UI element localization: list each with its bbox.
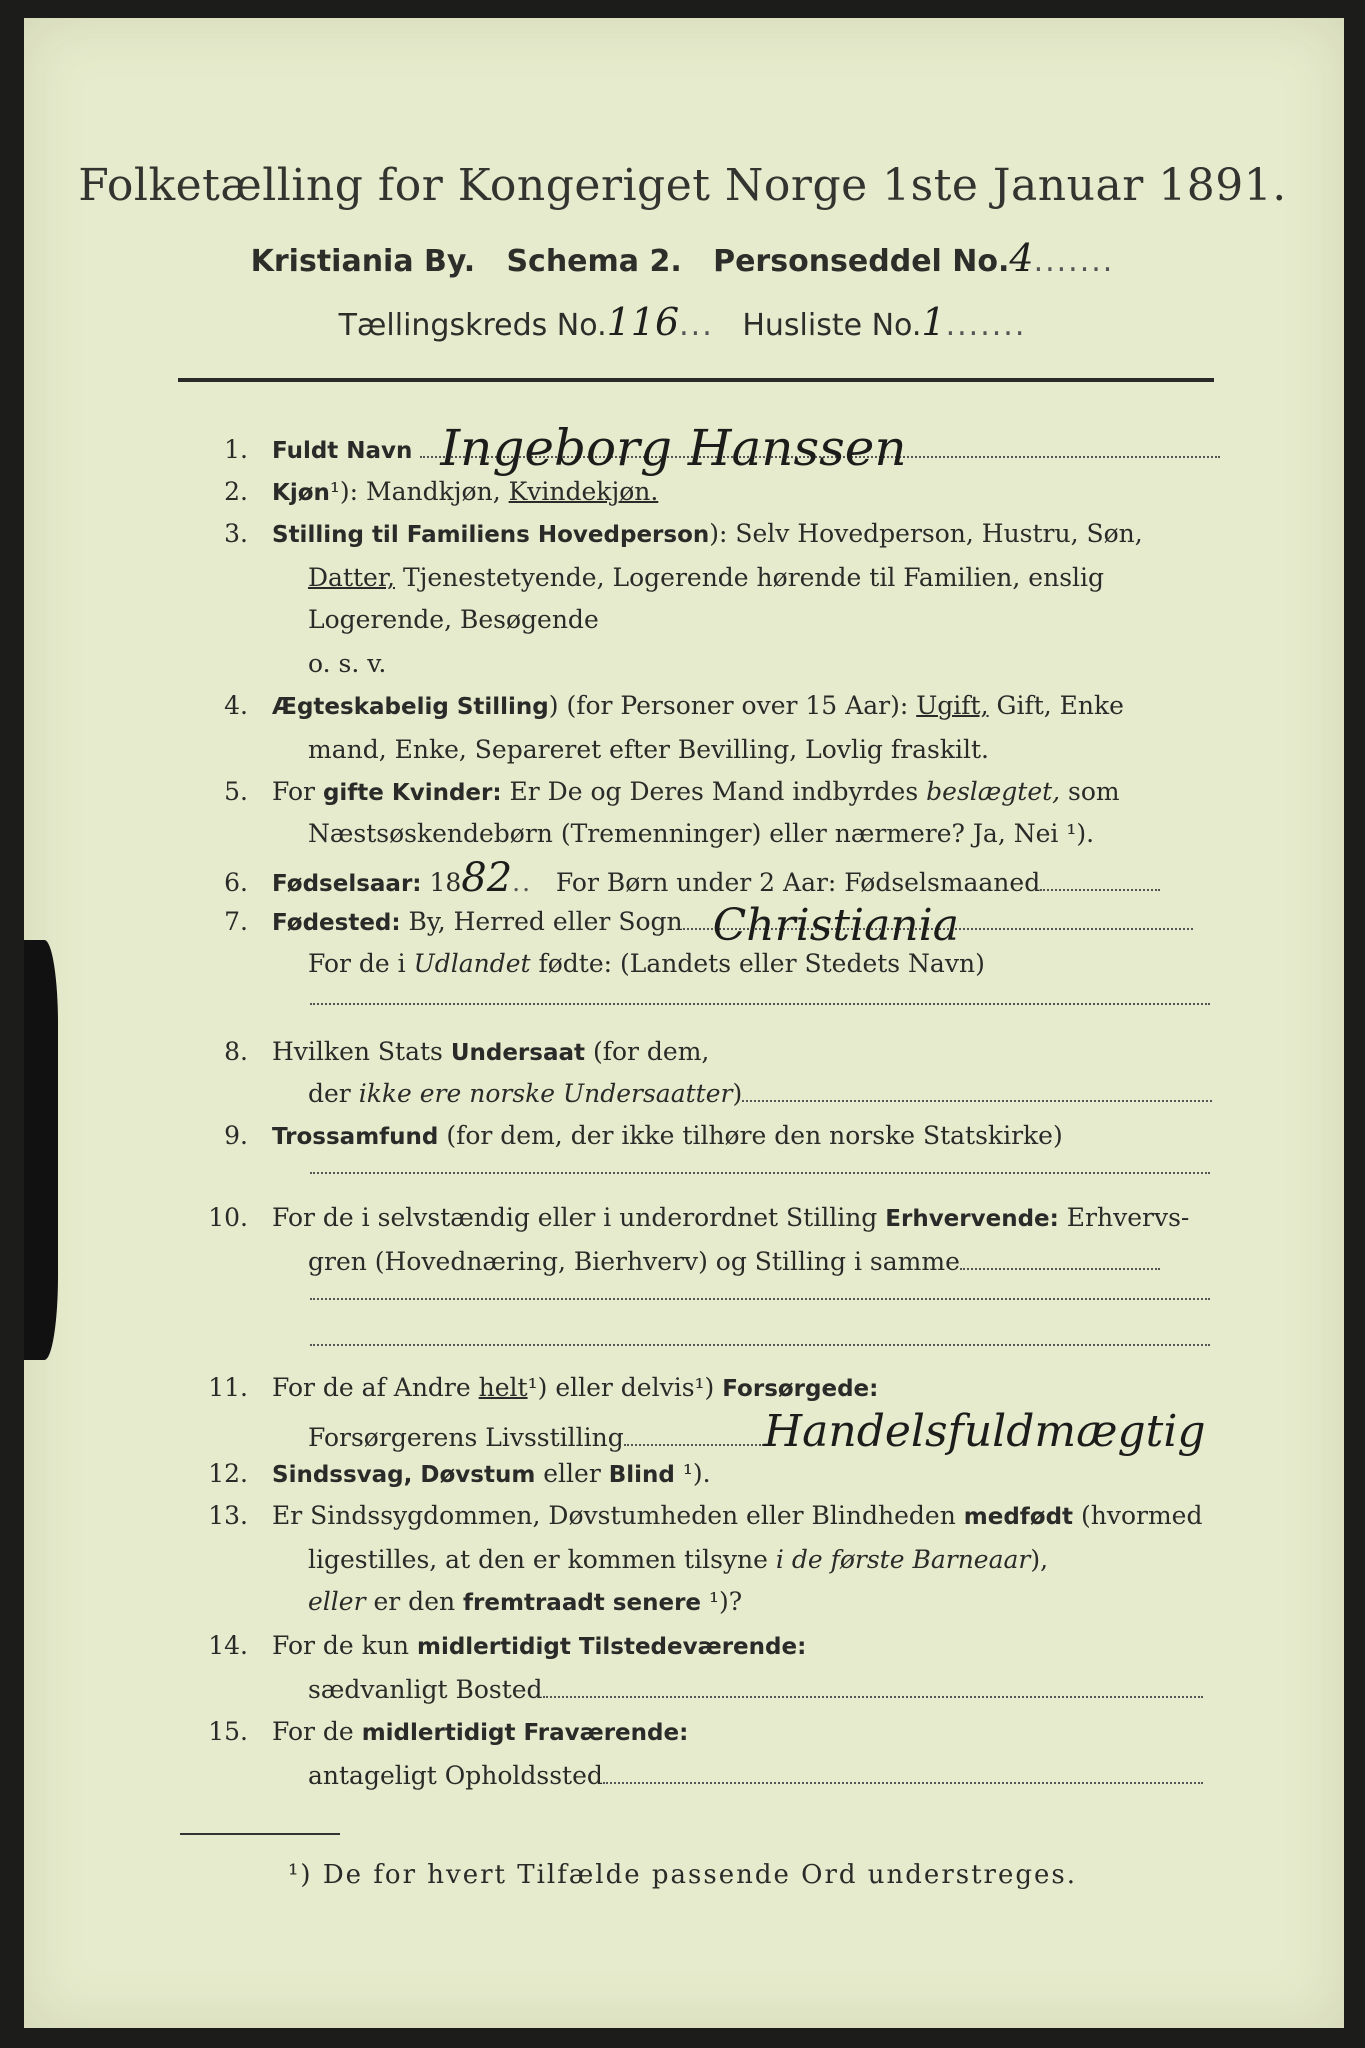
question-4	[178, 684, 1218, 729]
question-14-cont	[178, 1668, 1348, 1712]
question-3-cont2	[178, 598, 1348, 642]
q15-text: For de	[272, 1717, 362, 1746]
question-7-cont	[178, 942, 1348, 986]
q8-text-c: der	[308, 1079, 359, 1108]
q10-text: For de i selvstændig eller i underordnet Stilling	[272, 1203, 886, 1232]
taellingskreds-label: Tællingskreds No.	[338, 308, 607, 343]
q4-text-c: mand, Enke, Separeret efter Bevilling, Lovlig fraskilt.	[308, 735, 989, 764]
q15-field	[603, 1782, 1203, 1784]
question-13-cont	[178, 1538, 1348, 1582]
question-6	[178, 856, 1218, 906]
q4-text: ) (for Personer over 15 Aar):	[548, 691, 917, 720]
q6-answer: 82	[461, 855, 513, 901]
form-header-line2	[0, 236, 1365, 280]
q6-field	[1040, 889, 1160, 891]
personseddel-value: 4	[1009, 236, 1034, 280]
q15-label: midlertidigt Fraværende:	[361, 1720, 689, 1746]
dotted-fill: .......	[945, 308, 1027, 343]
question-7	[178, 900, 1218, 951]
q5-number: 5.	[224, 777, 248, 806]
q8-label: Undersaat	[450, 1040, 585, 1066]
q3-text: ): Selv Hovedperson, Hustru, Søn,	[709, 519, 1143, 548]
q13-text-e: er den	[365, 1587, 464, 1616]
q1-number: 1.	[224, 435, 248, 464]
q11-text: For de af Andre	[272, 1373, 479, 1402]
binding-shadow	[24, 940, 58, 1360]
q12-number: 12.	[208, 1459, 248, 1488]
q6-text: For Børn under 2 Aar: Fødselsmaaned	[555, 868, 1041, 897]
question-15-cont	[178, 1754, 1348, 1798]
question-9	[178, 1114, 1218, 1159]
question-8-cont	[178, 1072, 1348, 1116]
q10-text-b: Erhvervs-	[1058, 1203, 1190, 1232]
form-header-line3	[0, 300, 1365, 344]
q8-text-d: )	[732, 1079, 743, 1108]
q5-italic: beslægtet,	[926, 777, 1061, 806]
dotted-fill: ...	[679, 308, 714, 343]
q7-answer: Christiania	[712, 900, 959, 951]
q13-label2: fremtraadt senere	[463, 1590, 702, 1616]
q1-answer-field	[420, 419, 1220, 477]
question-12	[178, 1452, 1218, 1497]
q5-text-d: Næstsøskendebørn (Tremenninger) eller nærmere? Ja, Nei ¹).	[308, 819, 1095, 848]
question-13	[178, 1494, 1218, 1539]
q2-selected: Kvindekjøn.	[508, 477, 659, 506]
q13-text-d: ),	[1030, 1545, 1049, 1574]
q11-label: Forsørgede:	[722, 1376, 879, 1402]
question-3	[178, 512, 1218, 557]
dotted-fill: ..	[512, 868, 533, 897]
q7-italic: Udlandet	[413, 949, 531, 978]
q12-text: eller	[535, 1459, 609, 1488]
question-11	[178, 1366, 1218, 1411]
q10-label: Erhvervende:	[885, 1206, 1059, 1232]
q7-text-b: For de i	[308, 949, 414, 978]
q9-label: Trossamfund	[272, 1124, 439, 1150]
dotted-line	[310, 1003, 1210, 1005]
dotted-line	[310, 1344, 1210, 1346]
q14-text-b: sædvanligt Bosted	[308, 1675, 543, 1704]
dotted-line	[310, 1172, 1210, 1174]
q11-number: 11.	[208, 1373, 248, 1402]
q5-text-b: Er De og Deres Mand indbyrdes	[501, 777, 927, 806]
question-1	[178, 419, 1218, 477]
q12-label2: Blind	[608, 1462, 675, 1488]
q7-text: By, Herred eller Sogn	[400, 907, 683, 936]
q13-text-c: ligestilles, at den er kommen tilsyne	[308, 1545, 776, 1574]
q13-text-b: (hvormed	[1073, 1501, 1203, 1530]
q5-text: For	[272, 777, 323, 806]
question-5-cont	[178, 812, 1348, 856]
q4-selected: Ugift,	[916, 691, 989, 720]
q8-italic: ikke ere norske Undersaatter	[358, 1079, 733, 1108]
q13-italic: i de første Barneaar	[775, 1545, 1031, 1574]
form-title: Folketælling for Kongeriget Norge 1ste Januar 1891.	[78, 160, 1287, 211]
q2-label: Kjøn	[272, 480, 330, 506]
question-10	[178, 1196, 1218, 1241]
q11-selected: helt	[478, 1373, 528, 1402]
q3-text-d: o. s. v.	[308, 649, 387, 678]
q12-text-b: ¹).	[674, 1459, 711, 1488]
q9-text: (for dem, der ikke tilhøre den norske Statskirke)	[438, 1121, 1063, 1150]
q3-selected: Datter,	[308, 563, 395, 592]
q1-answer: Ingeborg Hanssen	[440, 419, 907, 477]
q3-number: 3.	[224, 519, 248, 548]
taellingskreds-value: 116	[606, 300, 680, 344]
question-5	[178, 770, 1218, 815]
q7-label: Fødested:	[272, 910, 401, 936]
q3-text-b: Tjenestetyende, Logerende hørende til Familien, enslig	[395, 563, 1105, 592]
question-2	[178, 470, 1218, 515]
q6-label: Fødselsaar:	[272, 871, 422, 897]
q8-text: Hvilken Stats	[272, 1037, 451, 1066]
q14-text: For de kun	[272, 1631, 417, 1660]
question-10-cont	[178, 1240, 1348, 1284]
footnote: ¹) De for hvert Tilfælde passende Ord understreges.	[287, 1860, 1077, 1890]
q13-number: 13.	[208, 1501, 248, 1530]
husliste-value: 1	[921, 300, 946, 344]
question-8	[178, 1030, 1218, 1075]
q10-number: 10.	[208, 1203, 248, 1232]
husliste-label: Husliste No.	[742, 308, 922, 343]
header-rule	[178, 378, 1214, 382]
q4-label: Ægteskabelig Stilling	[272, 694, 549, 720]
q8-number: 8.	[224, 1037, 248, 1066]
q5-label: gifte Kvinder:	[322, 780, 502, 806]
footnote-rule	[180, 1833, 340, 1835]
q2-text: ): Mandkjøn,	[339, 477, 509, 506]
dotted-line	[310, 1298, 1210, 1300]
q7-answer-field	[683, 900, 1193, 951]
q6-prefix: 18	[421, 868, 462, 897]
question-15	[178, 1710, 1218, 1755]
q3-text-c: Logerende, Besøgende	[308, 605, 599, 634]
q14-field	[543, 1696, 1203, 1698]
q15-text-b: antageligt Opholdssted	[308, 1761, 603, 1790]
question-4-cont	[178, 728, 1348, 772]
q13-text-f: ¹)?	[701, 1587, 743, 1616]
q10-field	[960, 1268, 1160, 1270]
q2-sup: ¹	[329, 477, 340, 506]
q11-text-c: Forsørgerens Livsstilling	[308, 1423, 624, 1452]
personseddel-label: Personseddel No.	[713, 244, 1010, 279]
q3-label: Stilling til Familiens Hovedperson	[272, 522, 710, 548]
q8-text-b: (for dem,	[585, 1037, 710, 1066]
q13-label: medfødt	[963, 1504, 1074, 1530]
q7-number: 7.	[224, 907, 248, 936]
question-3-cont	[178, 556, 1348, 600]
q9-number: 9.	[224, 1121, 248, 1150]
q8-field	[742, 1100, 1212, 1102]
question-14	[178, 1624, 1218, 1669]
q10-text-c: gren (Hovednæring, Bierhverv) og Stilling i samme	[308, 1247, 960, 1276]
q11-text-b: ¹) eller delvis¹)	[527, 1373, 723, 1402]
schema-label: Schema 2.	[506, 244, 682, 279]
question-3-cont3	[178, 642, 1348, 686]
q14-number: 14.	[208, 1631, 248, 1660]
q13-italic2: eller	[308, 1587, 366, 1616]
q4-text-b: Gift, Enke	[988, 691, 1124, 720]
q1-label: Fuldt Navn	[272, 438, 413, 464]
city-label: Kristiania By.	[250, 244, 476, 279]
q14-label: midlertidigt Tilstedeværende:	[416, 1634, 807, 1660]
q2-number: 2.	[224, 477, 248, 506]
q4-number: 4.	[224, 691, 248, 720]
dotted-fill: .......	[1033, 244, 1115, 279]
q12-label: Sindssvag, Døvstum	[272, 1462, 536, 1488]
q15-number: 15.	[208, 1717, 248, 1746]
q7-text-c: fødte: (Landets eller Stedets Navn)	[530, 949, 985, 978]
q11-field	[624, 1444, 764, 1446]
q6-number: 6.	[224, 868, 248, 897]
q11-answer: Handelsfuldmægtig	[763, 1406, 1206, 1457]
q13-text: Er Sindssygdommen, Døvstumheden eller Blindheden	[272, 1501, 964, 1530]
question-13-cont2	[178, 1580, 1348, 1625]
q5-text-c: som	[1060, 777, 1120, 806]
